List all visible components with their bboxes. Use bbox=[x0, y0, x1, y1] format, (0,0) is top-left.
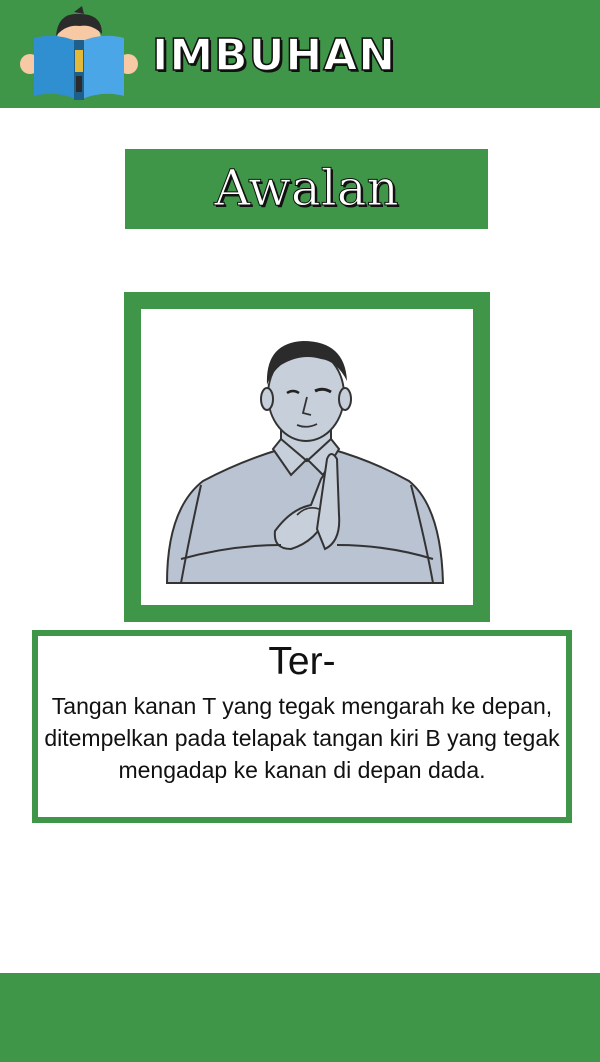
description-box bbox=[32, 630, 572, 823]
app-title: IMBUHAN bbox=[152, 30, 397, 81]
app-header bbox=[0, 0, 600, 108]
section-title: Awalan bbox=[214, 159, 399, 217]
illustration-frame bbox=[124, 292, 490, 622]
sign-language-ter-icon bbox=[141, 309, 473, 605]
section-banner bbox=[125, 149, 488, 229]
description-body: Tangan kanan T yang tegak mengarah ke depan, ditempelkan pada telapak tangan kiri B yang tegak mengadap ke kanan di depan dada. bbox=[44, 693, 560, 783]
app-footer bbox=[0, 973, 600, 1062]
description-title: Ter- bbox=[268, 640, 336, 683]
reading-boy-icon bbox=[18, 6, 140, 102]
